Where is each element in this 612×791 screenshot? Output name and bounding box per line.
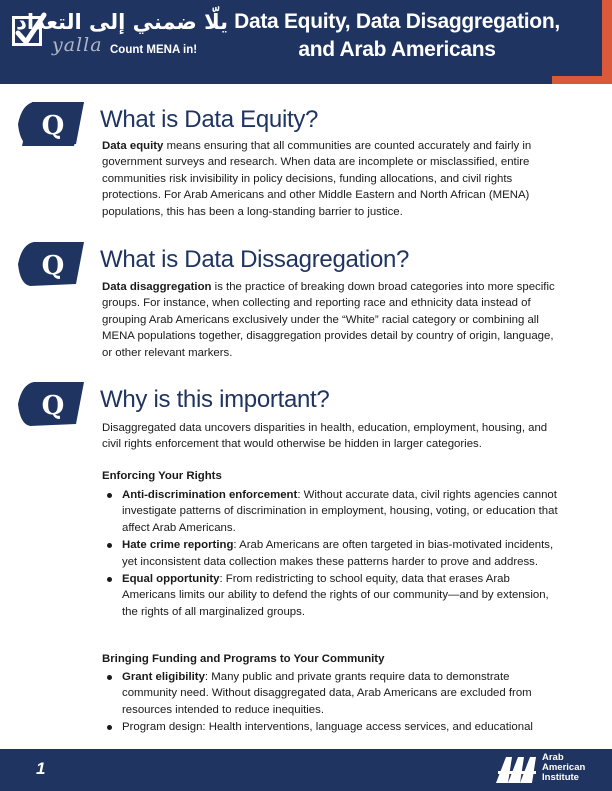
- logo-arabic-text: يلّا ضمني إلى التعداد: [16, 10, 228, 34]
- section-body-data-disaggregation: [102, 279, 566, 361]
- list-item: [106, 719, 564, 735]
- page-title-line2: and Arab Americans: [298, 38, 496, 61]
- svg-text:Q: Q: [41, 391, 65, 421]
- list-item: [106, 669, 564, 718]
- subheading-enforcing-rights: Enforcing Your Rights: [102, 470, 222, 482]
- list-item-term: Anti-discrimination enforcement: [122, 489, 298, 501]
- definition-text: means ensuring that all communities are counted accurately and fairly in government surveys and research. When data are incomplete or misclassified, entire communities risk invisibility in policy decisions, funding allocations, and civil rights protections. For Arab Americans and other Middle Eastern and North African (MENA) populations, this has been a long-standing barrier to justice.: [102, 140, 532, 218]
- term-data-disaggregation: Data disaggregation: [102, 281, 212, 293]
- section-body-data-equity: [102, 138, 566, 220]
- svg-text:Q: Q: [41, 251, 65, 281]
- list-item-term: Hate crime reporting: [122, 539, 234, 552]
- org-name: [542, 753, 585, 783]
- org-name-line1: Arab: [542, 752, 564, 763]
- bullet-icon: [107, 725, 112, 730]
- section-title-importance: Why is this important?: [100, 386, 330, 413]
- logo-script-text: yalla: [52, 34, 103, 56]
- yalla-logo: [0, 0, 232, 76]
- page-number: 1: [36, 759, 46, 778]
- bullet-icon: [107, 675, 112, 680]
- q-badge-icon: [18, 240, 88, 288]
- funding-programs-list: [106, 669, 564, 737]
- term-data-equity: Data equity: [102, 140, 164, 152]
- q-badge-icon: [18, 100, 88, 148]
- q-badge-icon: [18, 380, 88, 428]
- list-item-text: : Many public and private grants require data to demonstrate community need. Without disaggregated data, Arab Americans are excluded from resources intended to reduce inequities.: [122, 671, 532, 716]
- svg-text:Q: Q: [41, 111, 65, 141]
- bullet-icon: [107, 493, 112, 498]
- list-item: [106, 487, 564, 536]
- page-title-line1: Data Equity, Data Disaggregation,: [234, 10, 560, 33]
- list-item: [106, 537, 564, 570]
- list-item-text: Program design: Health interventions, language access services, and educational: [122, 721, 533, 734]
- list-item-text: : From redistricting to school equity, data that erases Arab Americans limits our ability to defend the rights of our community—and by extension, the rights of all marginalized groups.: [122, 573, 549, 618]
- org-name-line2: American: [542, 762, 586, 773]
- list-item-term: Equal opportunity: [122, 573, 220, 586]
- section-title-data-disaggregation: What is Data Dissagregation?: [100, 246, 410, 273]
- definition-text: is the practice of breaking down broad categories into more specific groups. For instance, when collecting and reporting race and ethnicity data instead of grouping Arab Americans exclusively under the “White” racial category or combining all MENA populations together, disaggregation provides detail by country of origin, language, or other relevant markers.: [102, 281, 555, 359]
- page-title: [232, 8, 562, 64]
- section-body-importance: Disaggregated data uncovers disparities in health, education, employment, housing, and civil rights enforcement that would otherwise be hidden in larger categories.: [102, 422, 548, 451]
- bullet-icon: [107, 577, 112, 582]
- enforcing-rights-list: [106, 487, 564, 621]
- arab-american-institute-logo-icon: [494, 755, 540, 790]
- list-item-text: : Arab Americans are often targeted in bias-motivated incidents, yet inconsistent data collection makes these patterns harder to prove and address.: [122, 539, 554, 568]
- list-item: [106, 571, 564, 620]
- bullet-icon: [107, 543, 112, 548]
- logo-tagline: Count MENA in!: [110, 44, 198, 56]
- list-item-text: : Without accurate data, civil rights agencies cannot investigate patterns of discrimination in employment, housing, voting, or education that affect Arab Americans.: [122, 489, 558, 534]
- org-name-line3: Institute: [542, 772, 579, 783]
- subheading-funding-programs: Bringing Funding and Programs to Your Community: [102, 653, 385, 665]
- page-footer: [0, 749, 612, 791]
- section-title-data-equity: What is Data Equity?: [100, 106, 319, 133]
- list-item-term: Grant eligibility: [122, 671, 205, 683]
